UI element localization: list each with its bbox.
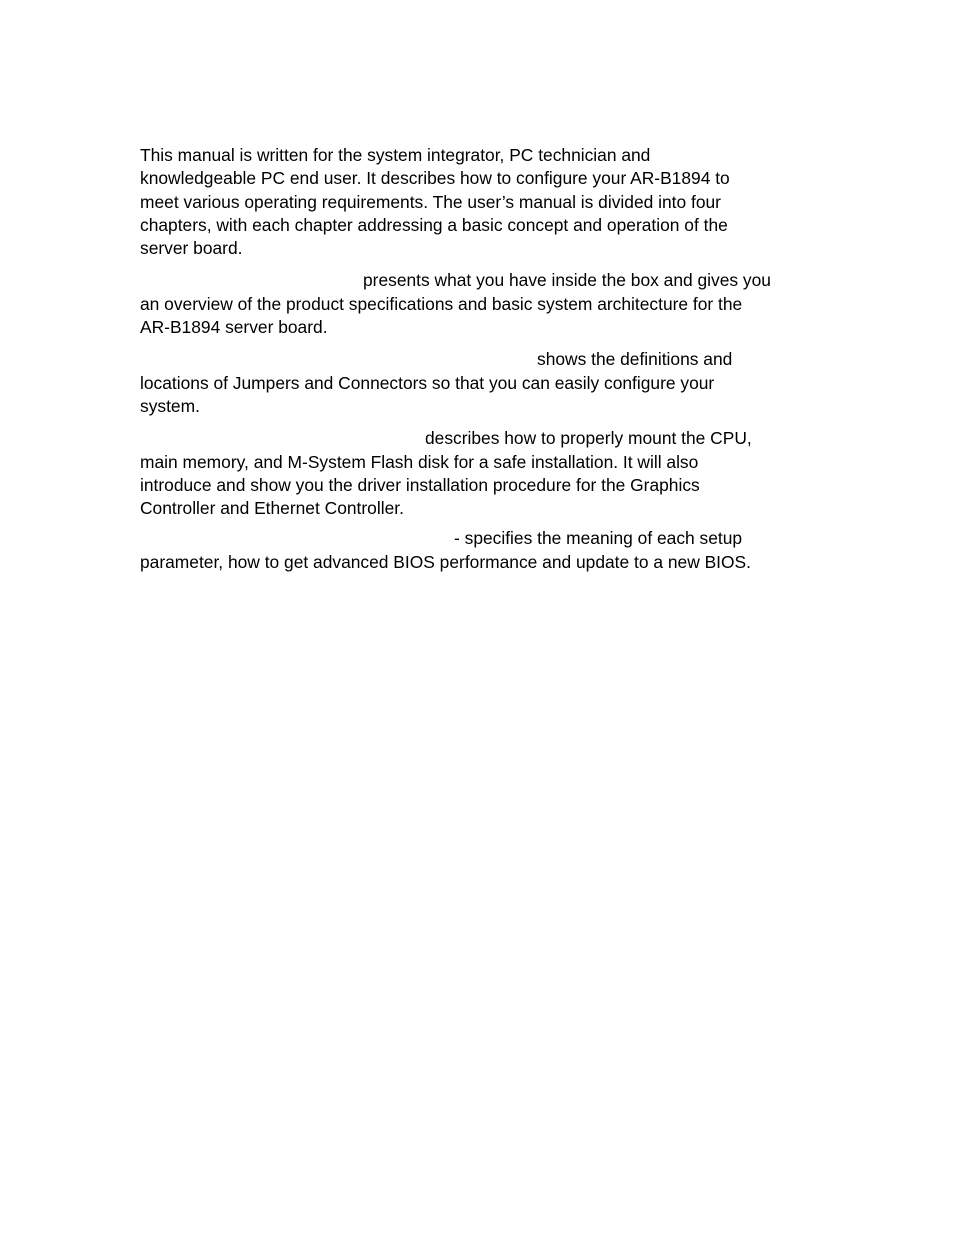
intro-paragraph xyxy=(140,144,820,260)
chapter1-first-line xyxy=(140,269,820,292)
chapter4-line: - specifies the meaning of each setup xyxy=(454,528,743,549)
chapter4-paragraph xyxy=(140,527,820,574)
chapter2-line: locations of Jumpers and Connectors so that you can easily configure your xyxy=(140,372,715,393)
intro-line: This manual is written for the system integrator, PC technician and xyxy=(140,145,651,165)
document-body xyxy=(140,144,820,574)
chapter1-line: AR-B1894 server board. xyxy=(140,317,328,338)
chapter1-line: presents what you have inside the box and gives you xyxy=(363,270,771,291)
chapter3-line: describes how to properly mount the CPU, xyxy=(425,428,752,449)
chapter2-line: system. xyxy=(140,395,200,416)
chapter4-first-line xyxy=(140,527,820,550)
chapter4-line: parameter, how to get advanced BIOS performance and update to a new BIOS. xyxy=(140,551,751,572)
chapter3-first-line xyxy=(140,427,820,450)
chapter1-paragraph xyxy=(140,269,820,339)
chapter2-first-line xyxy=(140,348,820,371)
intro-line: knowledgeable PC end user. It describes how to configure your AR-B1894 to xyxy=(140,168,730,189)
chapter2-line: shows the definitions and xyxy=(537,349,733,370)
chapter3-line: introduce and show you the driver installation procedure for the Graphics xyxy=(140,474,700,495)
intro-line: chapters, with each chapter addressing a basic concept and operation of the xyxy=(140,214,728,235)
chapter3-line: Controller and Ethernet Controller. xyxy=(140,498,404,519)
chapter3-paragraph xyxy=(140,427,820,520)
intro-line: meet various operating requirements. The user’s manual is divided into four xyxy=(140,191,721,212)
chapter2-paragraph xyxy=(140,348,820,418)
chapter3-line: main memory, and M-System Flash disk for a safe installation. It will also xyxy=(140,451,699,472)
intro-line: server board. xyxy=(140,238,243,259)
chapter1-line: an overview of the product specifications and basic system architecture for the xyxy=(140,293,743,314)
